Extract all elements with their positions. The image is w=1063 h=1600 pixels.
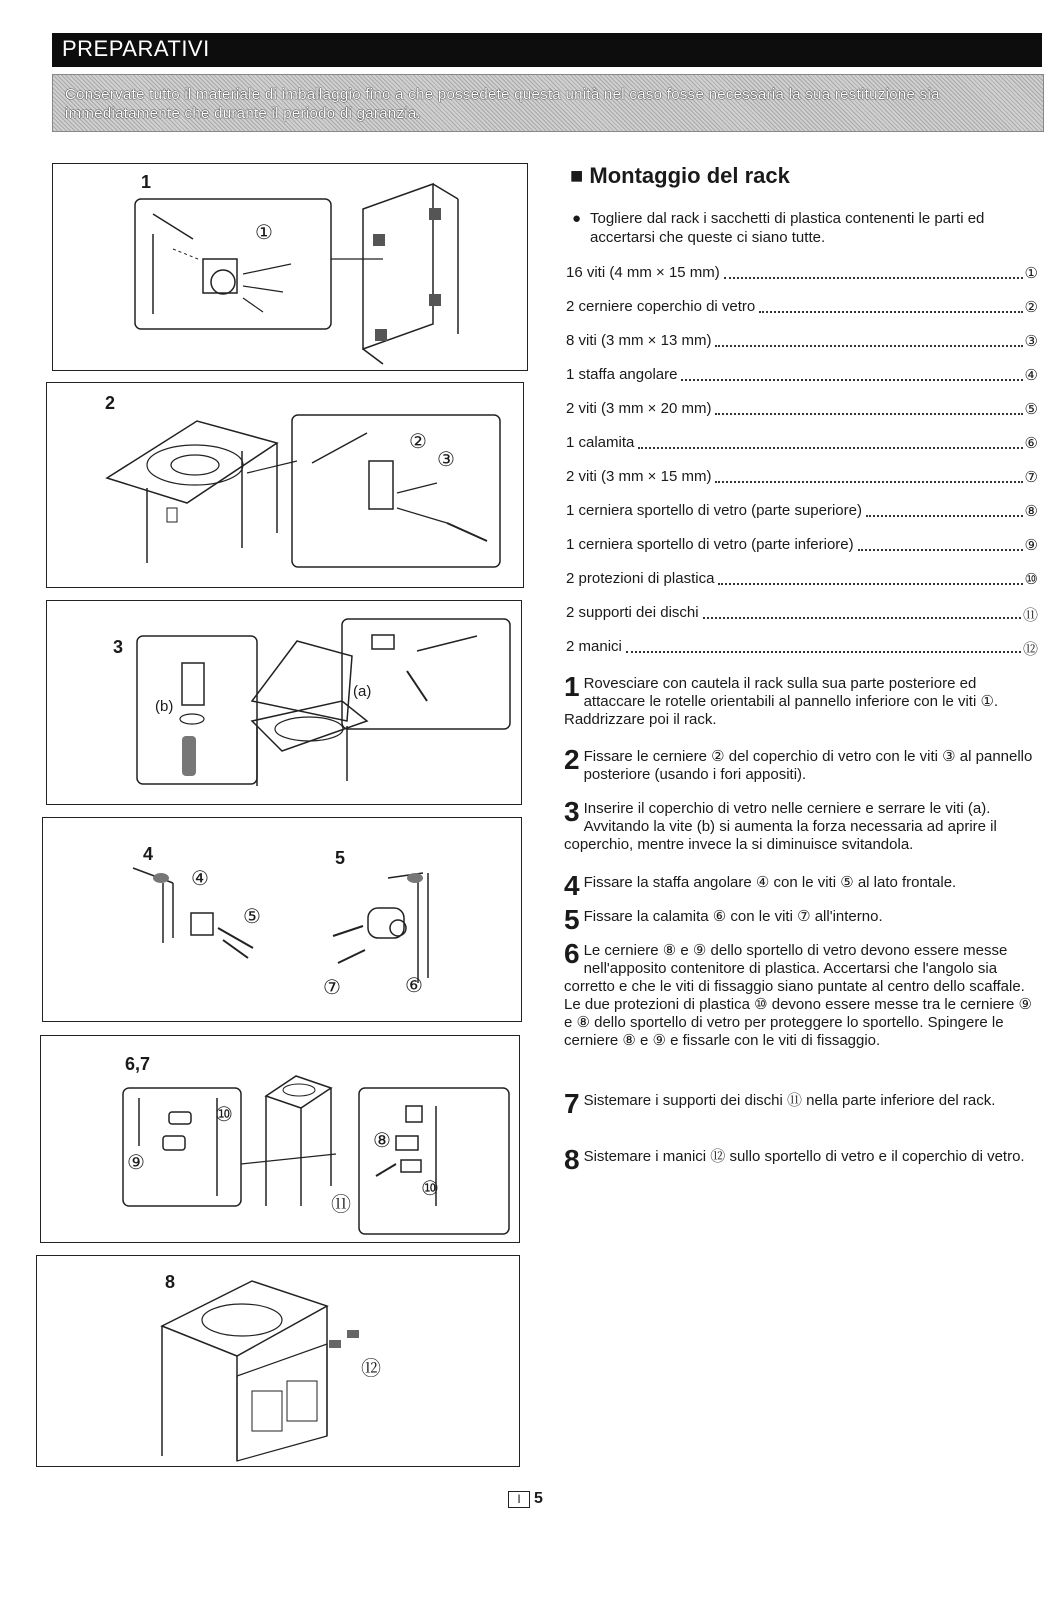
section-title: ■ Montaggio del rack bbox=[570, 163, 790, 188]
label-b: (b) bbox=[155, 698, 174, 715]
part-row: 1 cerniera sportello di vetro (parte inferiore) ⑨ bbox=[566, 536, 1038, 554]
figure-step-1-number: 1 bbox=[141, 172, 152, 192]
marker-2: ② bbox=[409, 431, 427, 453]
part-row: 2 protezioni di plastica ⑩ bbox=[566, 570, 1038, 588]
part-row: 8 viti (3 mm × 13 mm) ③ bbox=[566, 332, 1038, 350]
packaging-notice-text: Conservate tutto il materiale di imballaggio fino a che possedete questa unità nel caso fosse necessaria la sua restituzione sia immediatamente che durante il periodo di garanzia. bbox=[65, 86, 940, 122]
marker-5: ⑤ bbox=[243, 906, 261, 928]
part-row: 1 staffa angolare ④ bbox=[566, 366, 1038, 384]
figure-step-3-drawing bbox=[47, 601, 521, 804]
marker-11: ⑪ bbox=[331, 1194, 351, 1216]
figure-step-4-5-drawing bbox=[43, 818, 521, 1021]
marker-6: ⑥ bbox=[405, 975, 423, 997]
intro-text-body: Togliere dal rack i sacchetti di plastica contenenti le parti ed accertarsi che queste ci siano tutte. bbox=[590, 210, 985, 246]
instruction-1: 1 Rovesciare con cautela il rack sulla sua parte posteriore ed attaccare le rotelle orientabili al pannello inferiore con le viti ①. Raddrizzare poi il rack. bbox=[564, 671, 999, 728]
marker-1: ① bbox=[255, 222, 273, 244]
figure-step-1 bbox=[52, 163, 528, 371]
marker-10: ⑩ bbox=[215, 1104, 233, 1126]
figure-step-3-number: 3 bbox=[113, 637, 124, 657]
part-row: 2 manici ⑫ bbox=[566, 638, 1038, 658]
instruction-2: 2 Fissare le cerniere ② del coperchio di vetro con le viti ③ al pannello posteriore (usando i fori appositi). bbox=[564, 744, 1033, 783]
packaging-notice bbox=[52, 74, 1044, 132]
language-mark: I bbox=[508, 1491, 530, 1508]
figure-step-2-drawing bbox=[47, 383, 523, 587]
marker-7: ⑦ bbox=[323, 977, 341, 999]
bullet-icon: ● bbox=[572, 210, 582, 227]
part-row: 2 supporti dei dischi ⑪ bbox=[566, 604, 1038, 624]
parts-list bbox=[566, 264, 1038, 672]
figure-step-8-drawing bbox=[37, 1256, 519, 1466]
part-row: 1 calamita ⑥ bbox=[566, 434, 1038, 452]
part-row: 2 viti (3 mm × 20 mm) ⑤ bbox=[566, 400, 1038, 418]
figure-step-6-7-drawing bbox=[41, 1036, 519, 1242]
figure-step-6-7-number: 6,7 bbox=[125, 1054, 151, 1074]
marker-12: ⑫ bbox=[361, 1358, 381, 1380]
label-a: (a) bbox=[353, 683, 372, 700]
figure-step-1-drawing bbox=[53, 164, 527, 370]
instruction-4: 4 Fissare la staffa angolare ④ con le viti ⑤ al lato frontale. bbox=[564, 870, 957, 901]
page-number: 5 bbox=[534, 1490, 543, 1507]
figure-step-8-number: 8 bbox=[165, 1272, 176, 1292]
figure-step-6-7 bbox=[40, 1035, 520, 1243]
marker-3: ③ bbox=[437, 449, 455, 471]
page-header-bar bbox=[52, 33, 1042, 67]
marker-8: ⑧ bbox=[373, 1130, 391, 1152]
marker-4: ④ bbox=[191, 868, 209, 890]
figure-step-2 bbox=[46, 382, 524, 588]
part-row: 1 cerniera sportello di vetro (parte superiore) ⑧ bbox=[566, 502, 1038, 520]
figure-step-8 bbox=[36, 1255, 520, 1467]
instruction-6: 6 Le cerniere ⑧ e ⑨ dello sportello di vetro devono essere messe nell'apposito contenitore di plastica. Accertarsi che l'angolo sia corretto e che le viti di fissaggio siano puntate al centro dello scaffale. Le due protezioni di plastica ⑩ devono essere messe tra le cerniere ⑨ e ⑧ dello sportello di vetro per proteggere lo sportello. Spingere le cerniere ⑧ e ⑨ e fissarle con le viti di fissaggio. bbox=[564, 938, 1032, 1049]
figure-step-4-number: 4 bbox=[143, 844, 154, 864]
figure-step-3 bbox=[46, 600, 522, 805]
instruction-7: 7 Sistemare i supporti dei dischi ⑪ nella parte inferiore del rack. bbox=[564, 1088, 996, 1119]
part-row: 2 viti (3 mm × 15 mm) ⑦ bbox=[566, 468, 1038, 486]
marker-9: ⑨ bbox=[127, 1152, 145, 1174]
instruction-5: 5 Fissare la calamita ⑥ con le viti ⑦ all'interno. bbox=[564, 904, 883, 935]
figure-step-2-number: 2 bbox=[105, 393, 116, 413]
part-row: 16 viti (4 mm × 15 mm) ① bbox=[566, 264, 1038, 282]
figure-step-4-5 bbox=[42, 817, 522, 1022]
part-row: 2 cerniere coperchio di vetro ② bbox=[566, 298, 1038, 316]
page-title: PREPARATIVI bbox=[62, 36, 210, 61]
intro-text bbox=[574, 209, 1040, 247]
marker-10b: ⑩ bbox=[421, 1178, 439, 1200]
instruction-8: 8 Sistemare i manici ⑫ sullo sportello di vetro e il coperchio di vetro. bbox=[564, 1144, 1025, 1175]
instruction-3: 3 Inserire il coperchio di vetro nelle cerniere e serrare le viti (a). Avvitando la vite (b) si aumenta la forza necessaria ad aprire il coperchio, mentre invece la si diminuisce svitandola. bbox=[564, 796, 997, 853]
figure-step-5-number: 5 bbox=[335, 848, 346, 868]
